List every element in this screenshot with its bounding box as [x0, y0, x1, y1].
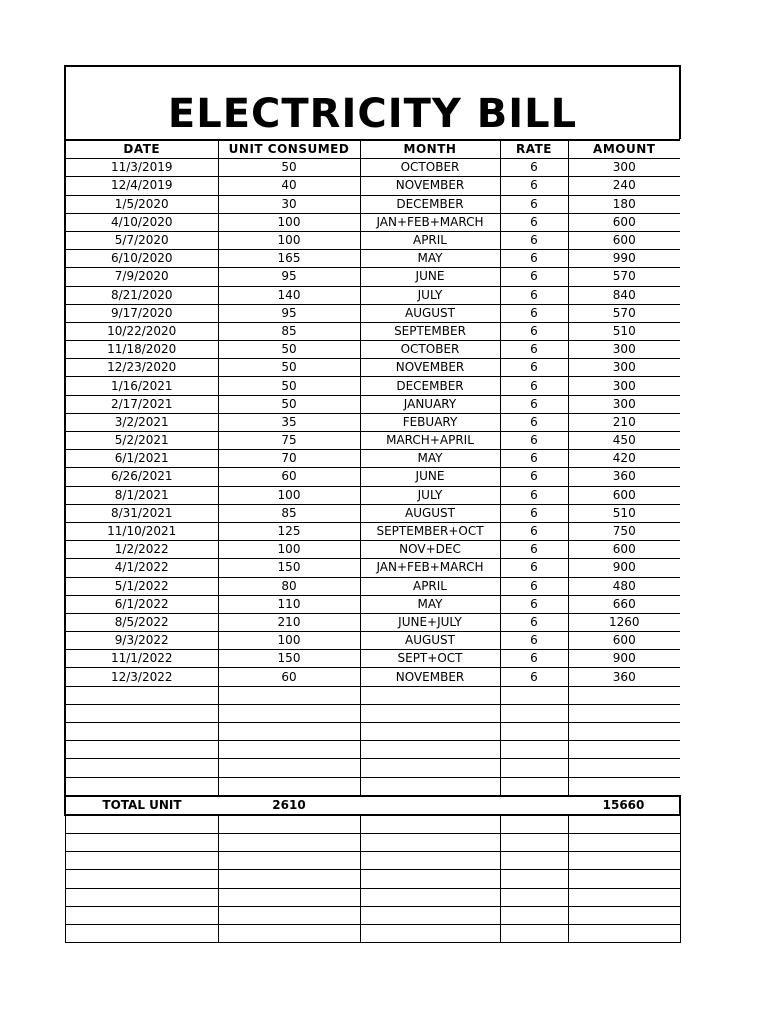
blank-cell — [65, 759, 218, 777]
blank-row — [65, 741, 680, 759]
date-cell: 4/1/2022 — [65, 559, 218, 577]
amount-cell: 1260 — [568, 613, 680, 631]
blank-cell — [500, 888, 568, 906]
date-cell: 8/5/2022 — [65, 613, 218, 631]
blank-cell — [500, 723, 568, 741]
table-row — [65, 577, 680, 595]
month-cell: MARCH+APRIL — [360, 432, 500, 450]
table-row — [65, 159, 680, 177]
month-cell: DECEMBER — [360, 377, 500, 395]
blank-cell — [218, 777, 360, 796]
date-cell: 6/26/2021 — [65, 468, 218, 486]
total-row — [65, 796, 680, 815]
rate-cell: 6 — [500, 595, 568, 613]
blank-cell — [568, 888, 680, 906]
blank-row — [65, 815, 680, 834]
month-cell: MAY — [360, 450, 500, 468]
blank-cell — [500, 777, 568, 796]
blank-cell — [65, 815, 218, 834]
blank-cell — [65, 852, 218, 870]
date-cell: 9/3/2022 — [65, 632, 218, 650]
rate-cell: 6 — [500, 177, 568, 195]
month-cell: SEPTEMBER+OCT — [360, 522, 500, 540]
amount-cell: 360 — [568, 468, 680, 486]
month-cell: SEPTEMBER — [360, 322, 500, 340]
blank-row — [65, 888, 680, 906]
blank-cell — [568, 852, 680, 870]
unit-cell: 50 — [218, 341, 360, 359]
rate-cell: 6 — [500, 250, 568, 268]
blank-cell — [568, 833, 680, 851]
amount-cell: 600 — [568, 486, 680, 504]
rate-cell: 6 — [500, 668, 568, 686]
unit-cell: 95 — [218, 268, 360, 286]
table-row — [65, 286, 680, 304]
title-box — [64, 65, 681, 139]
table-row — [65, 559, 680, 577]
date-cell: 9/17/2020 — [65, 304, 218, 322]
unit-cell: 140 — [218, 286, 360, 304]
header-unit-consumed: UNIT CONSUMED — [218, 140, 360, 159]
date-cell: 6/10/2020 — [65, 250, 218, 268]
unit-cell: 100 — [218, 541, 360, 559]
amount-cell: 990 — [568, 250, 680, 268]
blank-cell — [360, 777, 500, 796]
amount-cell: 900 — [568, 559, 680, 577]
date-cell: 11/18/2020 — [65, 341, 218, 359]
month-cell: SEPT+OCT — [360, 650, 500, 668]
date-cell: 11/10/2021 — [65, 522, 218, 540]
amount-cell: 600 — [568, 632, 680, 650]
blank-cell — [218, 852, 360, 870]
amount-cell: 750 — [568, 522, 680, 540]
bill-sheet — [64, 65, 679, 943]
table-row — [65, 595, 680, 613]
month-cell: OCTOBER — [360, 159, 500, 177]
blank-cell — [568, 723, 680, 741]
rate-cell: 6 — [500, 613, 568, 631]
table-row — [65, 322, 680, 340]
blank-cell — [65, 833, 218, 851]
month-cell: APRIL — [360, 231, 500, 249]
rate-cell: 6 — [500, 450, 568, 468]
blank-cell — [360, 870, 500, 888]
amount-cell: 570 — [568, 304, 680, 322]
month-cell: NOVEMBER — [360, 668, 500, 686]
table-row — [65, 613, 680, 631]
rate-cell: 6 — [500, 359, 568, 377]
date-cell: 6/1/2022 — [65, 595, 218, 613]
blank-cell — [568, 870, 680, 888]
table-row — [65, 541, 680, 559]
rate-cell: 6 — [500, 577, 568, 595]
blank-cell — [65, 924, 218, 942]
table-row — [65, 268, 680, 286]
blank-row — [65, 777, 680, 796]
amount-cell: 300 — [568, 159, 680, 177]
amount-cell: 210 — [568, 413, 680, 431]
table-row — [65, 213, 680, 231]
amount-cell: 300 — [568, 359, 680, 377]
total-section — [65, 796, 680, 815]
date-cell: 2/17/2021 — [65, 395, 218, 413]
unit-cell: 50 — [218, 159, 360, 177]
date-cell: 7/9/2020 — [65, 268, 218, 286]
blank-row — [65, 852, 680, 870]
blank-cell — [568, 815, 680, 834]
date-cell: 3/2/2021 — [65, 413, 218, 431]
unit-cell: 50 — [218, 377, 360, 395]
blank-cell — [218, 888, 360, 906]
table-row — [65, 486, 680, 504]
table-row — [65, 522, 680, 540]
total-units: 2610 — [218, 796, 360, 815]
table-row — [65, 668, 680, 686]
rate-cell: 6 — [500, 159, 568, 177]
table-row — [65, 632, 680, 650]
month-cell: NOVEMBER — [360, 177, 500, 195]
blank-cell — [65, 777, 218, 796]
blank-cell — [218, 759, 360, 777]
month-cell: JULY — [360, 286, 500, 304]
blank-cell — [218, 723, 360, 741]
unit-cell: 50 — [218, 395, 360, 413]
rate-cell: 6 — [500, 231, 568, 249]
unit-cell: 40 — [218, 177, 360, 195]
date-cell: 8/1/2021 — [65, 486, 218, 504]
blank-cell — [65, 741, 218, 759]
blank-row — [65, 870, 680, 888]
amount-cell: 600 — [568, 231, 680, 249]
blank-cell — [568, 906, 680, 924]
table-row — [65, 195, 680, 213]
blank-cell — [500, 815, 568, 834]
header-date: DATE — [65, 140, 218, 159]
amount-cell: 510 — [568, 504, 680, 522]
blank-cell — [218, 686, 360, 704]
blank-lower-rows — [65, 815, 680, 943]
unit-cell: 150 — [218, 559, 360, 577]
blank-cell — [568, 741, 680, 759]
month-cell: DECEMBER — [360, 195, 500, 213]
month-cell: JAN+FEB+MARCH — [360, 559, 500, 577]
rate-cell: 6 — [500, 632, 568, 650]
blank-cell — [360, 833, 500, 851]
blank-cell — [65, 704, 218, 722]
unit-cell: 125 — [218, 522, 360, 540]
blank-cell — [360, 906, 500, 924]
unit-cell: 210 — [218, 613, 360, 631]
blank-cell — [218, 815, 360, 834]
amount-cell: 180 — [568, 195, 680, 213]
blank-cell — [360, 686, 500, 704]
blank-row — [65, 723, 680, 741]
date-cell: 5/2/2021 — [65, 432, 218, 450]
date-cell: 8/31/2021 — [65, 504, 218, 522]
date-cell: 1/16/2021 — [65, 377, 218, 395]
rate-cell: 6 — [500, 268, 568, 286]
rate-cell: 6 — [500, 286, 568, 304]
blank-cell — [500, 906, 568, 924]
rate-cell: 6 — [500, 486, 568, 504]
bill-rows — [65, 159, 680, 796]
month-cell: MAY — [360, 595, 500, 613]
date-cell: 4/10/2020 — [65, 213, 218, 231]
blank-cell — [65, 686, 218, 704]
month-cell: MAY — [360, 250, 500, 268]
rate-cell: 6 — [500, 341, 568, 359]
table-row — [65, 504, 680, 522]
date-cell: 6/1/2021 — [65, 450, 218, 468]
month-cell: JANUARY — [360, 395, 500, 413]
date-cell: 8/21/2020 — [65, 286, 218, 304]
month-cell: JUNE+JULY — [360, 613, 500, 631]
rate-cell: 6 — [500, 559, 568, 577]
date-cell: 12/23/2020 — [65, 359, 218, 377]
rate-cell: 6 — [500, 522, 568, 540]
month-cell: JAN+FEB+MARCH — [360, 213, 500, 231]
unit-cell: 110 — [218, 595, 360, 613]
blank-cell — [360, 704, 500, 722]
table-row — [65, 304, 680, 322]
blank-cell — [568, 704, 680, 722]
amount-cell: 360 — [568, 668, 680, 686]
date-cell: 10/22/2020 — [65, 322, 218, 340]
month-cell: OCTOBER — [360, 341, 500, 359]
blank-cell — [568, 924, 680, 942]
table-row — [65, 395, 680, 413]
header-rate: RATE — [500, 140, 568, 159]
total-rate-cell — [500, 796, 568, 815]
amount-cell: 420 — [568, 450, 680, 468]
blank-cell — [218, 870, 360, 888]
blank-cell — [218, 924, 360, 942]
table-row — [65, 413, 680, 431]
rate-cell: 6 — [500, 468, 568, 486]
unit-cell: 95 — [218, 304, 360, 322]
unit-cell: 30 — [218, 195, 360, 213]
blank-cell — [500, 852, 568, 870]
blank-cell — [568, 759, 680, 777]
blank-cell — [568, 777, 680, 796]
date-cell: 12/3/2022 — [65, 668, 218, 686]
blank-cell — [360, 723, 500, 741]
blank-cell — [500, 759, 568, 777]
header-amount: AMOUNT — [568, 140, 680, 159]
bill-table — [64, 139, 681, 943]
total-month-cell — [360, 796, 500, 815]
blank-cell — [500, 686, 568, 704]
unit-cell: 85 — [218, 322, 360, 340]
blank-cell — [65, 870, 218, 888]
blank-cell — [500, 870, 568, 888]
rate-cell: 6 — [500, 650, 568, 668]
date-cell: 11/1/2022 — [65, 650, 218, 668]
unit-cell: 50 — [218, 359, 360, 377]
blank-cell — [65, 723, 218, 741]
rate-cell: 6 — [500, 432, 568, 450]
amount-cell: 450 — [568, 432, 680, 450]
amount-cell: 600 — [568, 541, 680, 559]
month-cell: JUNE — [360, 268, 500, 286]
month-cell: AUGUST — [360, 632, 500, 650]
blank-cell — [500, 833, 568, 851]
rate-cell: 6 — [500, 213, 568, 231]
date-cell: 1/2/2022 — [65, 541, 218, 559]
rate-cell: 6 — [500, 377, 568, 395]
unit-cell: 80 — [218, 577, 360, 595]
amount-cell: 570 — [568, 268, 680, 286]
blank-cell — [65, 888, 218, 906]
blank-cell — [360, 815, 500, 834]
blank-cell — [360, 888, 500, 906]
blank-cell — [500, 924, 568, 942]
rate-cell: 6 — [500, 304, 568, 322]
unit-cell: 70 — [218, 450, 360, 468]
month-cell: NOVEMBER — [360, 359, 500, 377]
blank-cell — [500, 741, 568, 759]
amount-cell: 300 — [568, 395, 680, 413]
date-cell: 5/7/2020 — [65, 231, 218, 249]
blank-cell — [218, 741, 360, 759]
month-cell: NOV+DEC — [360, 541, 500, 559]
amount-cell: 240 — [568, 177, 680, 195]
unit-cell: 60 — [218, 468, 360, 486]
blank-cell — [218, 704, 360, 722]
month-cell: AUGUST — [360, 304, 500, 322]
month-cell: APRIL — [360, 577, 500, 595]
unit-cell: 100 — [218, 231, 360, 249]
rate-cell: 6 — [500, 413, 568, 431]
blank-row — [65, 906, 680, 924]
amount-cell: 660 — [568, 595, 680, 613]
blank-row — [65, 833, 680, 851]
unit-cell: 85 — [218, 504, 360, 522]
blank-cell — [360, 924, 500, 942]
page-title: ELECTRICITY BILL — [167, 91, 578, 137]
rate-cell: 6 — [500, 541, 568, 559]
blank-cell — [500, 704, 568, 722]
total-label: TOTAL UNIT — [65, 796, 218, 815]
rate-cell: 6 — [500, 504, 568, 522]
month-cell: AUGUST — [360, 504, 500, 522]
blank-cell — [65, 906, 218, 924]
date-cell: 12/4/2019 — [65, 177, 218, 195]
unit-cell: 60 — [218, 668, 360, 686]
blank-cell — [360, 852, 500, 870]
blank-cell — [360, 741, 500, 759]
unit-cell: 150 — [218, 650, 360, 668]
blank-cell — [218, 833, 360, 851]
blank-row — [65, 924, 680, 942]
unit-cell: 100 — [218, 632, 360, 650]
date-cell: 1/5/2020 — [65, 195, 218, 213]
header-row — [65, 140, 680, 159]
amount-cell: 510 — [568, 322, 680, 340]
unit-cell: 165 — [218, 250, 360, 268]
rate-cell: 6 — [500, 395, 568, 413]
rate-cell: 6 — [500, 195, 568, 213]
unit-cell: 100 — [218, 486, 360, 504]
rate-cell: 6 — [500, 322, 568, 340]
month-cell: JULY — [360, 486, 500, 504]
table-row — [65, 359, 680, 377]
date-cell: 5/1/2022 — [65, 577, 218, 595]
blank-row — [65, 759, 680, 777]
amount-cell: 840 — [568, 286, 680, 304]
table-row — [65, 250, 680, 268]
amount-cell: 900 — [568, 650, 680, 668]
table-row — [65, 177, 680, 195]
table-row — [65, 231, 680, 249]
month-cell: JUNE — [360, 468, 500, 486]
table-row — [65, 377, 680, 395]
amount-cell: 600 — [568, 213, 680, 231]
amount-cell: 480 — [568, 577, 680, 595]
table-row — [65, 650, 680, 668]
unit-cell: 100 — [218, 213, 360, 231]
table-row — [65, 450, 680, 468]
date-cell: 11/3/2019 — [65, 159, 218, 177]
blank-cell — [568, 686, 680, 704]
amount-cell: 300 — [568, 377, 680, 395]
blank-cell — [218, 906, 360, 924]
month-cell: FEBUARY — [360, 413, 500, 431]
blank-row — [65, 686, 680, 704]
header-month: MONTH — [360, 140, 500, 159]
total-amount: 15660 — [568, 796, 680, 815]
blank-row — [65, 704, 680, 722]
blank-cell — [360, 759, 500, 777]
amount-cell: 300 — [568, 341, 680, 359]
unit-cell: 35 — [218, 413, 360, 431]
table-row — [65, 341, 680, 359]
table-row — [65, 432, 680, 450]
unit-cell: 75 — [218, 432, 360, 450]
table-row — [65, 468, 680, 486]
